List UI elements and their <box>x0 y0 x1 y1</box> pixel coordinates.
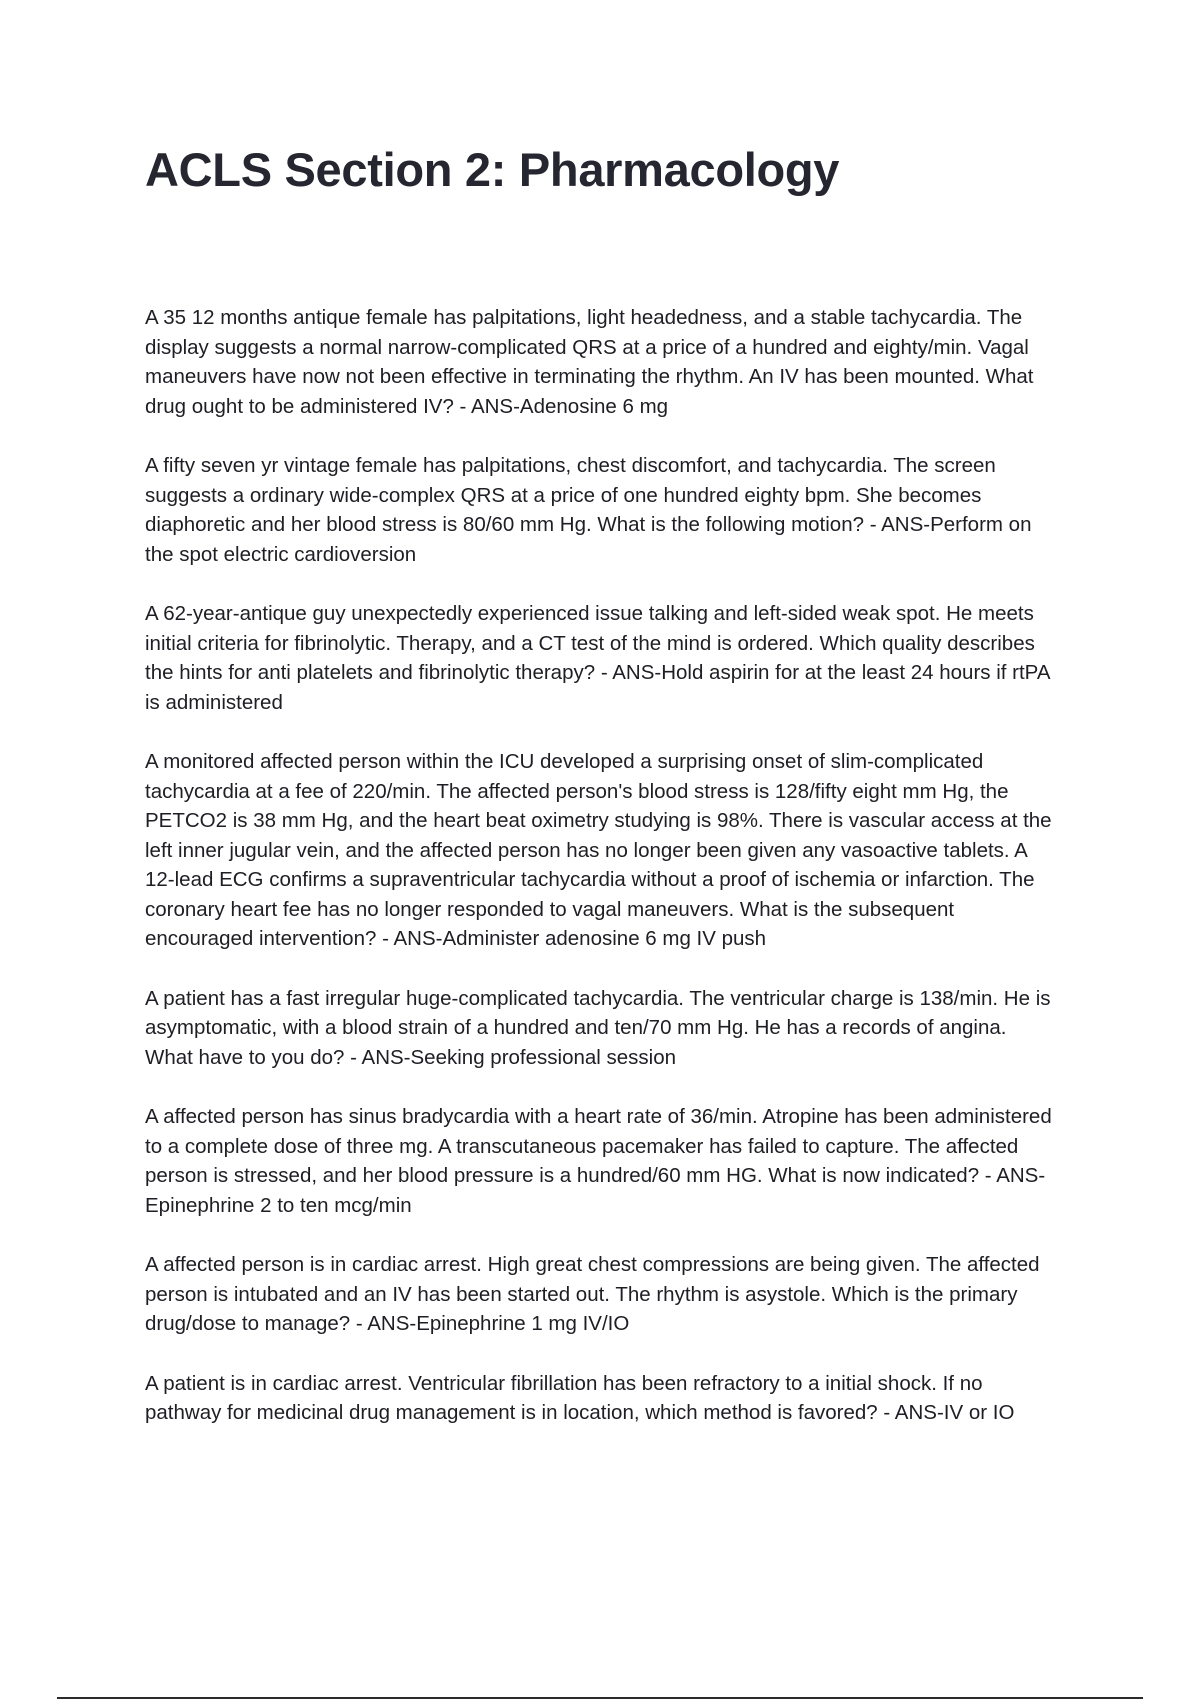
qa-item <box>145 1102 1057 1220</box>
qa-item <box>145 303 1057 421</box>
answer-text: ANS-Seeking professional session <box>361 1045 677 1069</box>
answer-text: ANS-Adenosine 6 mg <box>470 394 669 418</box>
qa-item <box>145 984 1057 1073</box>
question-text: A 35 12 months antique female has palpitations, light headedness, and a stable tachycardia. The display suggests a normal narrow-complicated QRS at a price of a hundred and eighty/min. Vagal maneuvers have now not been effective in terminating the rhythm. An IV has been mounted. What drug ought to be administered IV? <box>145 306 1034 418</box>
answer-text: ANS-Administer adenosine 6 mg IV push <box>393 927 767 950</box>
qa-item <box>145 1250 1057 1339</box>
question-text: A patient has a fast irregular huge-complicated tachycardia. The ventricular charge is 138/min. He is asymptomatic, with a blood strain of a hundred and ten/70 mm Hg. He has a records of angina. What have to you do? <box>145 986 1051 1069</box>
qa-item <box>145 599 1057 717</box>
qa-separator: - <box>595 661 613 684</box>
page-title: ACLS Section 2: Pharmacology <box>145 143 840 196</box>
qa-separator: - <box>979 1164 997 1187</box>
page-bottom-divider <box>57 1697 1143 1699</box>
qa-item <box>145 1369 1057 1428</box>
question-text: A affected person is in cardiac arrest. High great chest compressions are being given. The affected person is intubated and an IV has been started out. The rhythm is asystole. Which is the primary drug/dose to manage? <box>145 1253 1040 1335</box>
answer-text: ANS-Epinephrine 2 to ten mcg/min <box>145 1164 1046 1217</box>
qa-list <box>145 303 1057 1458</box>
question-text: A 62-year-antique guy unexpectedly experienced issue talking and left-sided weak spot. He meets initial criteria for fibrinolytic. Therapy, and a CT test of the mind is ordered. Which quality describes the hints for anti platelets and fibrinolytic therapy? <box>145 602 1035 684</box>
question-text: A fifty seven yr vintage female has palpitations, chest discomfort, and tachycardia. The screen suggests a ordinary wide-complex QRS at a price of one hundred eighty bpm. She becomes diaphoretic and her blood stress is 80/60 mm Hg. What is the following motion? <box>145 454 996 536</box>
qa-separator: - <box>877 1401 895 1424</box>
qa-separator: - <box>864 513 882 536</box>
question-text: A patient is in cardiac arrest. Ventricular fibrillation has been refractory to a initial shock. If no pathway for medicinal drug management is in location, which method is favored? <box>145 1371 983 1424</box>
question-text: A affected person has sinus bradycardia with a heart rate of 36/min. Atropine has been administered to a complete dose of three mg. A transcutaneous pacemaker has failed to capture. The affected person is stressed, and her blood pressure is a hundred/60 mm HG. What is now indicated? <box>145 1105 1052 1187</box>
answer-text: ANS-Epinephrine 1 mg IV/IO <box>367 1312 630 1335</box>
answer-text: ANS-Hold aspirin for at the least 24 hours if rtPA is administered <box>145 661 1050 714</box>
qa-separator: - <box>344 1045 362 1069</box>
qa-separator: - <box>376 927 394 950</box>
answer-text: ANS-Perform on the spot electric cardioversion <box>145 513 1032 566</box>
question-text: A monitored affected person within the ICU developed a surprising onset of slim-complicated tachycardia at a fee of 220/min. The affected person's blood stress is 128/fifty eight mm Hg, the PETCO2 is 38 mm Hg, and the heart beat oximetry studying is 98%. There is vascular access at the left inner jugular vein, and the affected person has no longer been given any vasoactive tablets. A 12-lead ECG confirms a supraventricular tachycardia without a proof of ischemia or infarction. The coronary heart fee has no longer responded to vagal maneuvers. What is the subsequent encouraged intervention? <box>145 750 1052 950</box>
qa-item <box>145 451 1057 569</box>
qa-separator: - <box>350 1312 368 1335</box>
qa-separator: - <box>453 394 471 418</box>
answer-text: ANS-IV or IO <box>894 1401 1015 1424</box>
qa-item <box>145 747 1057 954</box>
